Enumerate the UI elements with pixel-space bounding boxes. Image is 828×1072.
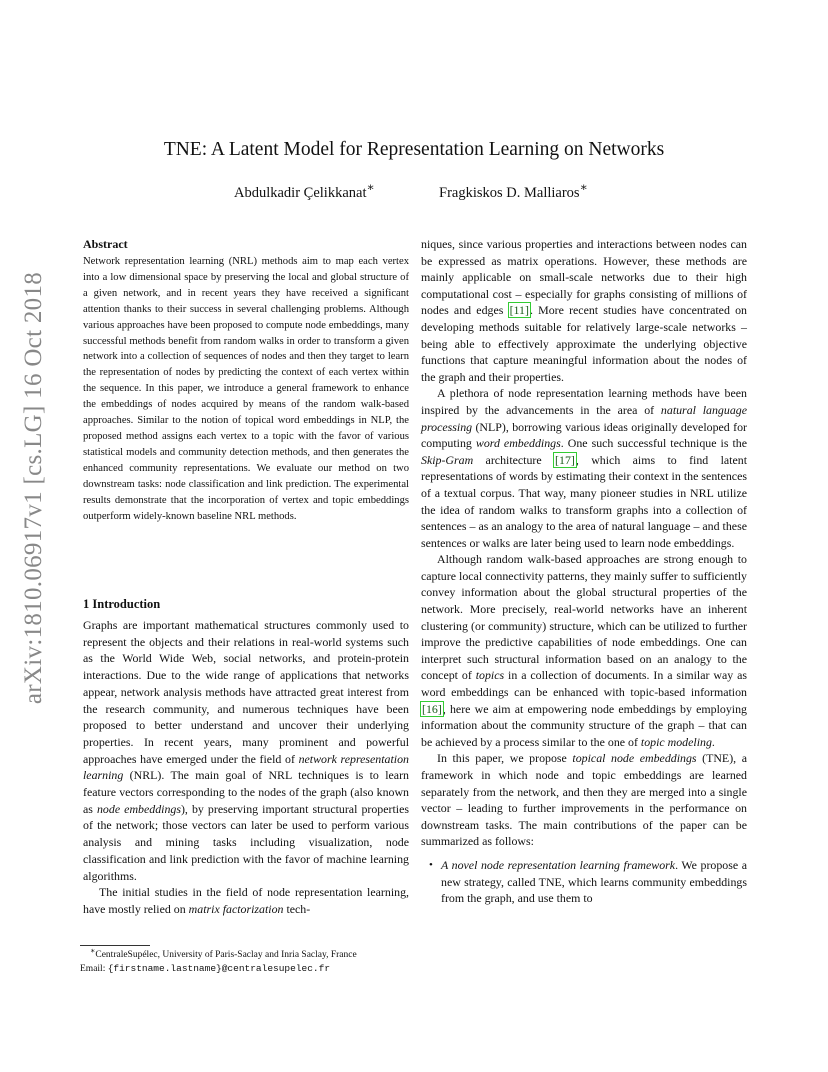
intro-paragraph-1: Graphs are important mathematical structures commonly used to represent the objects and their relations in real-world systems such as the World Wide Web, social networks, and protein-protein interactions. Due to the wide range of applications that networks appear, network analysis methods have attracted great interest from the research community, and numerous techniques have been proposed to better understand and uncover their underlying properties. In recent years, many prominent and powerful approaches have emerged under the field of network representation learning (NRL). The main goal of NRL techniques is to learn feature vectors corresponding to the nodes of the graph (also known as node embeddings), by preserving important structural properties of the network; those vectors can later be used to perform various analysis and mining tasks including visualization, node classification and link prediction with the favor of machine learning algorithms.: [83, 618, 409, 883]
right-paragraph-3: Although random walk-based approaches are strong enough to capture local connectivity patterns, they mainly suffer to sufficiently convey information about the global structural properties of the network. More precisely, real-world networks have an inherent clustering (or community) structure, which can be utilized to further improve the predictive capabilities of node embeddings. One can interpret such structural information based on an analogy to the concept of topics in a collection of documents. In a similar way as word embeddings can be enhanced with topic-based information [16], here we aim at empowering node embeddings by employing information about the community structure of the graph – that can be achieved by a process similar to the one of topic modeling.: [421, 552, 748, 749]
abstract-section: [83, 236, 409, 524]
footnote-affiliation: CentraleSupélec, University of Paris-Saclay and Inria Saclay, France: [95, 950, 357, 961]
citation-link[interactable]: [16]: [422, 701, 442, 716]
footnote-email: {firstname.lastname}@centralesupelec.fr: [107, 963, 331, 975]
citation-link[interactable]: [17]: [555, 452, 575, 467]
right-paragraph-1: niques, since various properties and interactions between nodes can be expressed as matrix operations. However, these methods are mainly applicable on small-scale networks due to their high computational cost – especially for graphs consisting of millions of nodes and edges [11]. More recent studies have concentrated on developing methods suitable for relatively large-scale networks – being able to effectively approximate the underlying objective functions that capture meaningful information about the nodes of the graph and their properties.: [421, 237, 747, 384]
introduction-section: [83, 596, 409, 918]
section-heading: 1 Introduction: [83, 597, 161, 611]
author-1: [234, 180, 375, 202]
right-paragraph-2: A plethora of node representation learning methods have been inspired by the advancements in the area of natural language processing (NLP), borrowing various ideas originally developed for computing word embeddings. One such successful technique is the Skip-Gram architecture [17], which aims to find latent representations of words by estimating their context in the sentences of a textual corpus. That way, many pioneer studies in NRL utilize the idea of random walks to transform graphs into a collection of sentences – as an analogy to the area of natural language – and these sentences or walks are later being used to learn node embeddings.: [421, 386, 748, 550]
contribution-list: [421, 857, 747, 907]
citation-link[interactable]: [11]: [509, 303, 529, 318]
author-name: Fragkiskos D. Malliaros: [439, 184, 580, 201]
right-column: [421, 236, 747, 907]
bullet-icon: •: [429, 858, 433, 871]
intro-paragraph-2: The initial studies in the field of node representation learning, have mostly relied on matrix factorization tech-: [83, 885, 409, 916]
right-paragraph-4: In this paper, we propose topical node embeddings (TNE), a framework in which node and topic embeddings are learned separately from the network, and then they are merged into a single vector – leading to further improvements in the performance on downstream tasks. The main contributions of the paper can be summarized as follows:: [421, 751, 747, 849]
paper-title: TNE: A Latent Model for Representation Learning on Networks: [163, 139, 665, 160]
abstract-heading: Abstract: [83, 237, 128, 251]
author-mark: ∗: [579, 180, 588, 194]
author-mark: ∗: [366, 180, 375, 194]
abstract-text: Network representation learning (NRL) methods aim to map each vertex into a low dimensional space by preserving the local and global structure of a given network, and in recent years they have received a significant attention thanks to their success in several challenging problems. Although various approaches have been proposed to compute node embeddings, many successful methods benefit from random walks in order to transform a given network into a collection of sequences of nodes and then they target to learn the representation of nodes by predicting the context of each vertex within the sequence. In this paper, we introduce a general framework to enhance the embeddings of nodes acquired by means of the random walk-based approaches. Similar to the notion of topical word embeddings in NLP, the proposed method assigns each vertex to a topic with the favor of various statistical models and community detection methods, and then generates the enhanced community representations. We evaluate our method on two downstream tasks: node classification and link prediction. The experimental results demonstrate that the incorporation of vertex and topic embeddings outperform widely-known baseline NRL methods.: [83, 256, 409, 522]
list-item: A novel node representation learning framework. We propose a new strategy, called TNE, which learns community embeddings from the graph, and use them to: [441, 857, 748, 906]
arxiv-id: arXiv:1810.06917v1 [cs.LG] 16 Oct 2018: [20, 271, 47, 705]
author-2: [439, 180, 588, 202]
footnote: ∗CentraleSupélec, University of Paris-Saclay and Inria Saclay, France Email: {firstname.lastname}@centralesupelec.fr: [80, 946, 357, 975]
author-name: Abdulkadir Çelikkanat: [234, 184, 367, 201]
arxiv-sidebar: [14, 271, 54, 705]
